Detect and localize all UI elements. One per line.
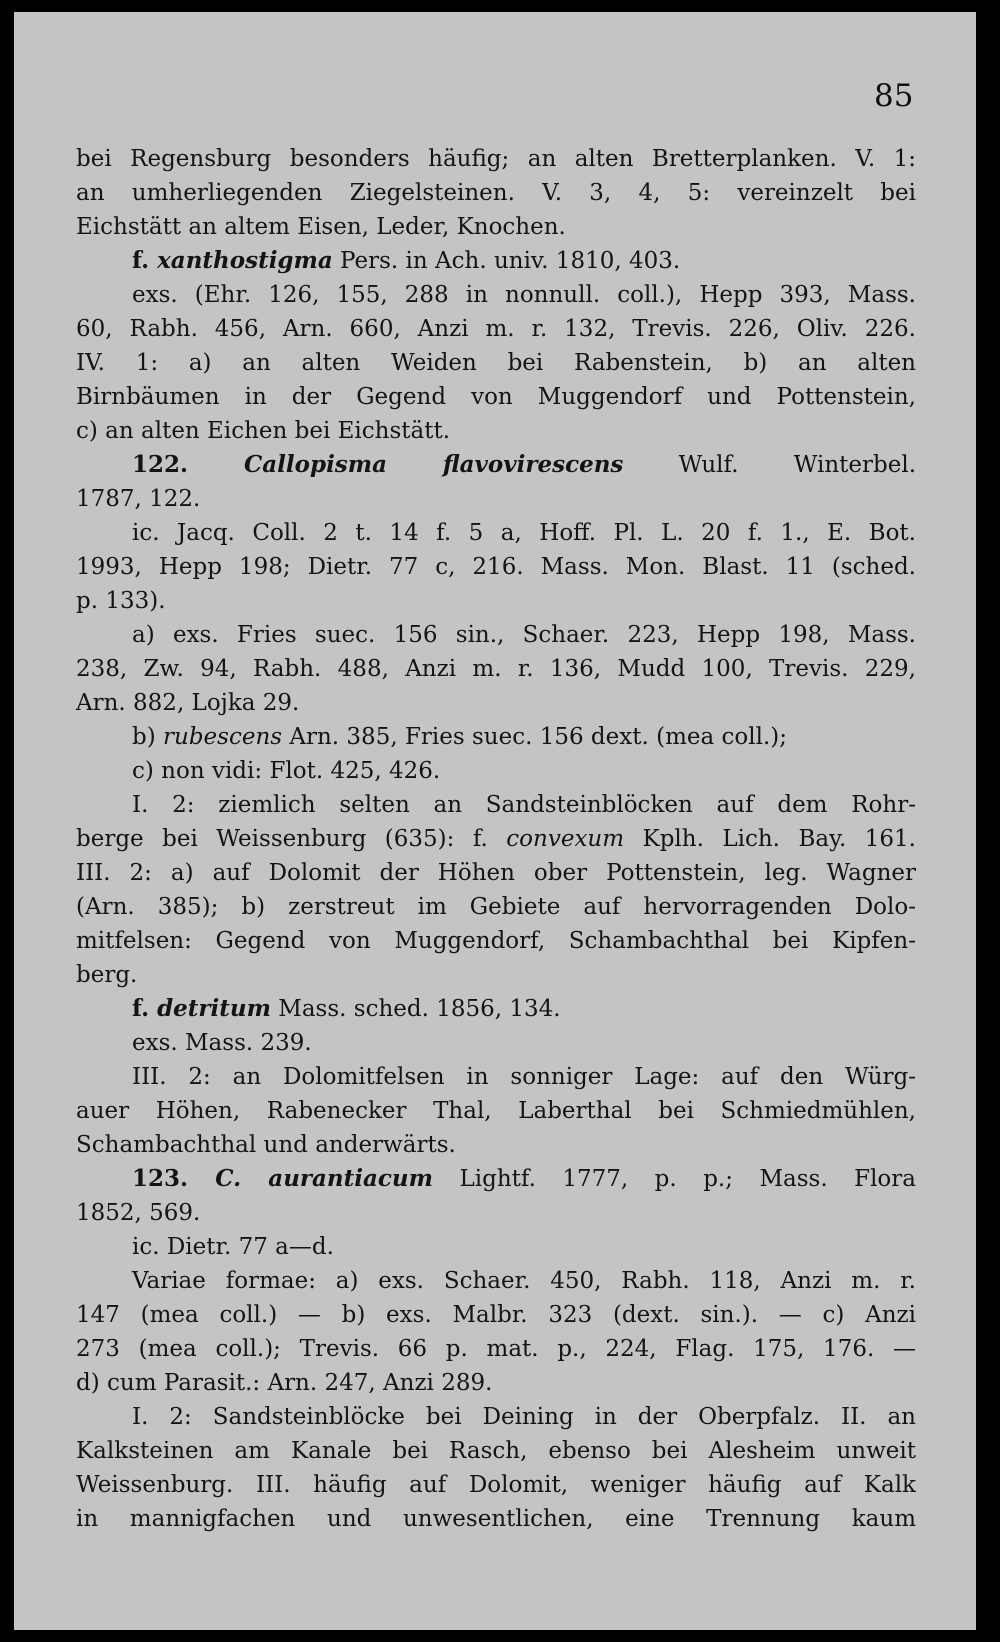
book-page [14, 12, 976, 1630]
line-text: Kalksteinen am Kanale bei Rasch, ebenso bei Alesheim unweit [76, 1438, 916, 1464]
line-text: berg. [76, 962, 138, 988]
taxon-name: Callopisma flavovirescens [243, 451, 624, 478]
taxon-name: C. aurantiacum [215, 1165, 433, 1192]
text-line [76, 720, 916, 754]
text-line [76, 754, 916, 788]
text-line [76, 1162, 916, 1196]
text-line [76, 822, 916, 856]
line-text: Weissenburg. III. häufig auf Dolomit, weniger häufig auf Kalk [76, 1472, 916, 1498]
text-line [76, 1400, 916, 1434]
line-text: mitfelsen: Gegend von Muggendorf, Schambachthal bei Kipfen- [76, 928, 916, 954]
line-text: an umherliegenden Ziegelsteinen. V. 3, 4, 5: vereinzelt bei [76, 180, 916, 206]
line-text: Mass. sched. 1856, 134. [270, 996, 561, 1022]
line-text: Variae formae: a) exs. Schaer. 450, Rabh. 118, Anzi m. r. [132, 1268, 916, 1294]
text-line [76, 176, 916, 210]
body-text [76, 142, 916, 1536]
line-prefix: 122. [132, 451, 244, 478]
text-line [76, 550, 916, 584]
line-text: 1852, 569. [76, 1200, 201, 1226]
text-line [76, 380, 916, 414]
text-line [76, 312, 916, 346]
line-text: a) exs. Fries suec. 156 sin., Schaer. 223, Hepp 198, Mass. [132, 622, 916, 648]
text-line [76, 788, 916, 822]
line-text: c) non vidi: Flot. 425, 426. [132, 758, 441, 784]
line-text: d) cum Parasit.: Arn. 247, Anzi 289. [76, 1370, 493, 1396]
line-text: III. 2: a) auf Dolomit der Höhen ober Pottenstein, leg. Wagner [76, 860, 916, 886]
text-line [76, 244, 916, 278]
line-text: I. 2: ziemlich selten an Sandsteinblöcken auf dem Rohr- [132, 792, 916, 818]
line-text: 1787, 122. [76, 486, 201, 512]
line-text: I. 2: Sandsteinblöcke bei Deining in der Oberpfalz. II. an [132, 1404, 916, 1430]
text-line [76, 686, 916, 720]
line-text: Pers. in Ach. univ. 1810, 403. [332, 248, 681, 274]
line-text: ic. Dietr. 77 a—d. [132, 1234, 334, 1260]
text-line [76, 890, 916, 924]
taxon-name: xanthostigma [157, 247, 333, 274]
text-line [76, 278, 916, 312]
line-text: exs. (Ehr. 126, 155, 288 in nonnull. coll.), Hepp 393, Mass. [132, 282, 916, 308]
line-prefix: f. [132, 995, 158, 1022]
text-line [76, 618, 916, 652]
line-text: Arn. 882, Lojka 29. [76, 690, 300, 716]
line-text: (Arn. 385); b) zerstreut im Gebiete auf hervorragenden Dolo- [76, 894, 916, 920]
text-line [76, 142, 916, 176]
line-prefix: berge bei Weissenburg (635): f. [76, 826, 507, 852]
line-text: 147 (mea coll.) — b) exs. Malbr. 323 (dext. sin.). — c) Anzi [76, 1302, 916, 1328]
line-text: auer Höhen, Rabenecker Thal, Laberthal bei Schmiedmühlen, [76, 1098, 916, 1124]
text-line [76, 856, 916, 890]
line-text: 60, Rabh. 456, Arn. 660, Anzi m. r. 132, Trevis. 226, Oliv. 226. [76, 316, 916, 342]
text-line [76, 1026, 916, 1060]
text-line [76, 652, 916, 686]
text-line [76, 210, 916, 244]
text-line [76, 448, 916, 482]
text-line [76, 1298, 916, 1332]
text-line [76, 992, 916, 1026]
line-text: 1993, Hepp 198; Dietr. 77 c, 216. Mass. Mon. Blast. 11 (sched. [76, 554, 916, 580]
text-line [76, 1128, 916, 1162]
line-text: Arn. 385, Fries suec. 156 dext. (mea coll.); [282, 724, 787, 750]
text-line [76, 1502, 916, 1536]
text-line [76, 958, 916, 992]
text-line [76, 516, 916, 550]
line-text: c) an alten Eichen bei Eichstätt. [76, 418, 451, 444]
line-text: exs. Mass. 239. [132, 1030, 312, 1056]
line-text: bei Regensburg besonders häufig; an alten Bretterplanken. V. 1: [76, 146, 916, 172]
line-prefix: 123. [132, 1165, 216, 1192]
line-text: III. 2: an Dolomitfelsen in sonniger Lage: auf den Würg- [132, 1064, 916, 1090]
line-prefix: b) [132, 724, 164, 750]
text-line [76, 1196, 916, 1230]
italic-term: rubescens [163, 724, 283, 750]
line-text: Lightf. 1777, p. p.; Mass. Flora [432, 1166, 916, 1192]
text-line [76, 414, 916, 448]
taxon-name: detritum [157, 995, 271, 1022]
text-line [76, 924, 916, 958]
text-line [76, 1366, 916, 1400]
line-text: 273 (mea coll.); Trevis. 66 p. mat. p., 224, Flag. 175, 176. — [76, 1336, 916, 1362]
line-prefix: f. [132, 247, 158, 274]
italic-term: convexum [506, 826, 625, 852]
text-line [76, 1264, 916, 1298]
text-line [76, 1468, 916, 1502]
text-line [76, 1230, 916, 1264]
line-text: IV. 1: a) an alten Weiden bei Rabenstein, b) an alten [76, 350, 916, 376]
text-line [76, 1060, 916, 1094]
text-line [76, 1332, 916, 1366]
text-line [76, 584, 916, 618]
text-line [76, 1434, 916, 1468]
line-text: 238, Zw. 94, Rabh. 488, Anzi m. r. 136, Mudd 100, Trevis. 229, [76, 656, 916, 682]
line-text: Schambachthal und anderwärts. [76, 1132, 456, 1158]
line-text: p. 133). [76, 588, 166, 614]
line-text: in mannigfachen und unwesentlichen, eine Trennung kaum [76, 1506, 916, 1532]
line-text: Eichstätt an altem Eisen, Leder, Knochen. [76, 214, 566, 240]
line-text: Wulf. Winterbel. [623, 452, 917, 478]
line-text: Birnbäumen in der Gegend von Muggendorf und Pottenstein, [76, 384, 916, 410]
page-number: 85 [874, 78, 914, 114]
line-text: Kplh. Lich. Bay. 161. [624, 826, 916, 852]
text-line [76, 1094, 916, 1128]
line-text: ic. Jacq. Coll. 2 t. 14 f. 5 a, Hoff. Pl. L. 20 f. 1., E. Bot. [132, 520, 916, 546]
text-line [76, 482, 916, 516]
text-line [76, 346, 916, 380]
